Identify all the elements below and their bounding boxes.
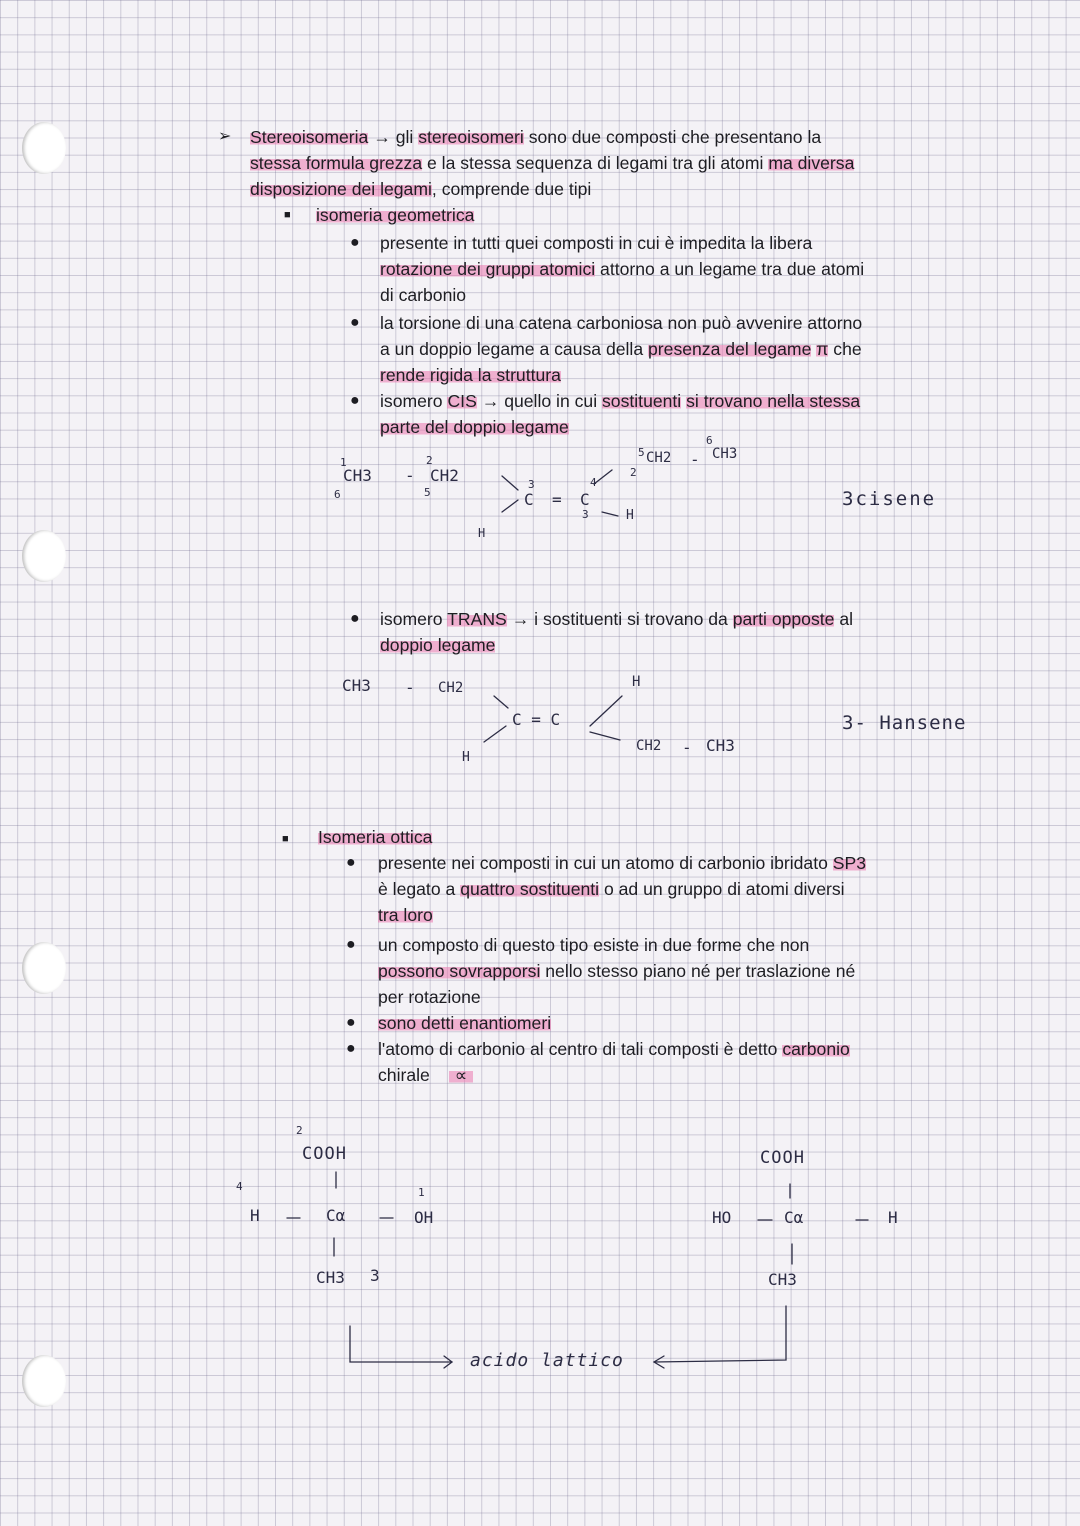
text: chirale [378,1065,430,1085]
dot-bullet-icon: ● [350,234,360,251]
geo-bullet1-line1: presente in tutti quei composti in cui è impedita la libera [380,233,813,253]
cis-c1: C [524,490,534,509]
highlight: presenza del legame [648,339,812,359]
text: isomero [380,391,443,411]
cis-num-2b: 2 [630,466,637,479]
cis-dash2: - [690,450,700,469]
cis-ch3: CH3 [343,466,372,485]
opt-bullet2-line1: un composto di questo tipo esiste in due forme che non [378,935,810,955]
highlight: sostituenti [602,391,682,411]
text: nello stesso piano né per traslazione né [545,961,856,981]
highlight: disposizione dei legami [250,179,432,199]
highlight: stessa formula grezza [250,153,423,173]
highlight: quattro sostituenti [460,879,600,899]
highlight: parti opposte [732,609,835,629]
right-cooh: COOH [760,1148,805,1168]
trans-dash2: - [682,738,692,757]
cis-ch3b: CH3 [712,446,738,462]
cis-h2: H [626,508,634,523]
cis-num-6: 6 [334,488,341,501]
section-title: Stereoisomeria [250,127,369,147]
trans-h1: H [632,674,641,690]
right-c: Cα [784,1208,804,1227]
dot-bullet-icon: ● [346,936,356,953]
left-ch3: CH3 [316,1268,345,1287]
trans-keyword: TRANS [447,609,507,629]
left-c: Cα [326,1206,346,1225]
cis-num-3: 3 [528,478,535,491]
text: l'atomo di carbonio al centro di tali composti è detto [378,1039,778,1059]
highlight: carbonio [782,1039,850,1059]
text: o ad un gruppo di atomi diversi [603,879,845,899]
text: isomero [380,609,443,629]
cis-num-3b: 3 [582,508,589,521]
highlight: rende rigida la struttura [380,365,561,385]
dot-bullet-icon: ● [350,392,360,409]
highlight: rotazione dei gruppi atomici [380,259,596,279]
heading-text: Isomeria ottica [318,827,433,847]
arrowhead-bullet-icon: ➢ [218,128,232,145]
text: e la stessa sequenza di legami tra gli atomi [427,153,764,173]
text: i sostituenti si trovano da [534,609,728,629]
dot-bullet-icon: ● [346,1040,356,1057]
cis-dash: - [405,466,415,485]
cis-num-2: 2 [426,454,433,467]
text: attorno a un legame tra due atomi [600,259,865,279]
text: è legato a [378,879,456,899]
cis-name: 3cisene [842,488,937,510]
cis-ch2: CH2 [430,466,459,485]
trans-ch3: CH3 [342,676,371,695]
arrow-icon: → [373,127,391,147]
trans-name: 3- Hansene [842,712,967,734]
geo-bullet1-line3: di carbonio [380,285,467,305]
lactic-mark-2: 2 [296,1124,303,1137]
alpha-symbol: ∝ [449,1065,474,1085]
arrow-icon: → [511,609,530,629]
dot-bullet-icon: ● [346,1014,356,1031]
trans-ch3b: CH3 [706,736,735,755]
text: sono due composti che presentano la [528,127,822,147]
cis-num-1: 1 [340,456,347,469]
text: quello in cui [504,391,598,411]
cis-num-5b: 5 [638,446,645,459]
highlight: possono sovrapporsi [378,961,541,981]
text: , comprende due tipi [431,179,592,199]
cis-num-4: 4 [590,476,597,489]
left-cooh: COOH [302,1144,347,1164]
pi-symbol: π [816,339,829,359]
trans-dash: - [405,678,415,697]
trans-ch2b: CH2 [636,738,662,754]
right-ho: HO [712,1208,732,1227]
heading-text: isomeria geometrica [316,205,475,225]
text: al [839,609,854,629]
lactic-mark-3: 3 [370,1266,380,1285]
highlight: parte del doppio legame [380,417,569,437]
cis-num-6b: 6 [706,434,713,447]
dot-bullet-icon: ● [350,314,360,331]
text: presente nei composti in cui un atomo di carbonio ibridato [378,853,828,873]
highlight: ma diversa [768,153,855,173]
lactic-mark-1: 1 [418,1186,425,1199]
cis-h1: H [478,526,486,540]
trans-ch2: CH2 [438,680,464,696]
left-oh: OH [414,1208,434,1227]
geo-bullet2-line1: la torsione di una catena carboniosa non può avvenire attorno [380,313,863,333]
keyword: stereoisomeri [418,127,524,147]
right-ch3: CH3 [768,1270,797,1289]
trans-h2: H [462,750,470,765]
cis-num-5: 5 [424,486,431,499]
text: a un doppio legame a causa della [380,339,644,359]
highlight: doppio legame [380,635,496,655]
dot-bullet-icon: ● [350,610,360,627]
arrow-icon: → [481,391,500,411]
left-h: H [250,1206,260,1225]
highlight: tra loro [378,905,433,925]
square-bullet-icon: ■ [282,833,289,845]
cis-c2: C [580,490,590,509]
text: gli [395,127,414,147]
square-bullet-icon: ■ [284,209,291,221]
trans-ceqc: C = C [512,710,561,729]
cis-ch2b: CH2 [646,450,672,466]
cis-eq: = [552,490,562,509]
text: che [833,339,862,359]
opt-bullet2-line3: per rotazione [378,987,481,1007]
right-h: H [888,1208,898,1227]
lactic-mark-4: 4 [236,1180,243,1193]
dot-bullet-icon: ● [346,854,356,871]
lactic-acid-label: acido lattico [470,1350,624,1371]
highlight: sono detti enantiomeri [378,1013,552,1033]
cis-keyword: CIS [447,391,477,411]
highlight: SP3 [832,853,867,873]
highlight: si trovano nella stessa [686,391,861,411]
